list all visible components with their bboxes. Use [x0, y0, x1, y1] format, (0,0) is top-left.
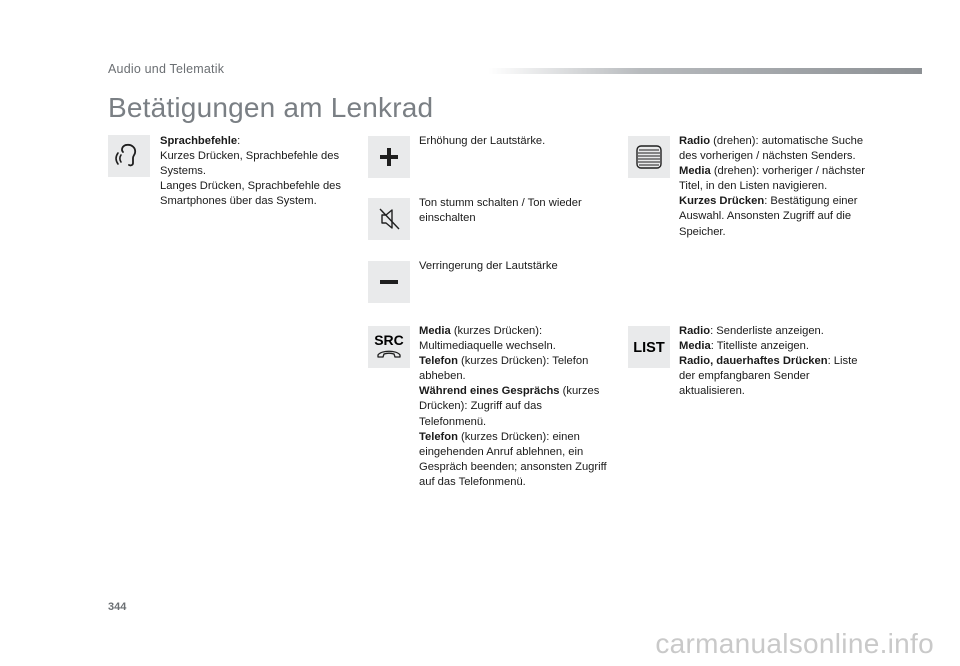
- watermark: carmanualsonline.info: [655, 628, 934, 659]
- src-phone-icon: [368, 326, 410, 368]
- list-icon-label: LIST: [633, 340, 665, 356]
- page-title: Betätigungen am Lenkrad: [108, 92, 434, 123]
- header-section-label: Audio und Telematik: [108, 62, 225, 76]
- mute-text: Ton stumm schalten / Ton wieder einschalten: [419, 197, 582, 225]
- list-text: Radio: Senderliste anzeigen. Media: Titelliste anzeigen. Radio, dauerhaftes Drücken: Liste der empfangbaren Sender aktualisieren.: [679, 325, 858, 398]
- volume-down-text: Verringerung der Lautstärke: [419, 260, 558, 272]
- voice-command-text: Sprachbefehle: Kurzes Drücken, Sprachbefehle des Systems. Langes Drücken, Sprachbefehle des Smartphones über das System.: [160, 135, 341, 208]
- plus-icon: [368, 136, 410, 178]
- volume-up-text: Erhöhung der Lautstärke.: [419, 135, 546, 147]
- thumbwheel-icon: [628, 136, 670, 178]
- thumbwheel-text: Radio (drehen): automatische Suche des vorherigen / nächsten Senders. Media (drehen): vorheriger / nächster Titel, in den Listen navigieren. Kurzes Drücken: Bestätigung einer Auswahl. Ansonsten Zugriff auf die Speicher.: [679, 135, 865, 238]
- src-text: Media (kurzes Drücken): Multimediaquelle wechseln. Telefon (kurzes Drücken): Telefon abheben. Während eines Gesprächs (kurzes Drücken): Zugriff auf das Telefonmenü. Telefon (kurzes Drücken): einen eingehenden Anruf ablehnen, ein Gespräch beenden; ansonsten Zugriff auf das Telefonmenü.: [419, 325, 607, 488]
- src-icon-label: SRC: [374, 332, 404, 348]
- minus-icon: [368, 261, 410, 303]
- page-number: 344: [108, 601, 127, 613]
- header-rule: [488, 68, 922, 74]
- mute-icon: [368, 198, 410, 240]
- voice-command-icon: [108, 135, 150, 177]
- list-icon: [628, 326, 670, 368]
